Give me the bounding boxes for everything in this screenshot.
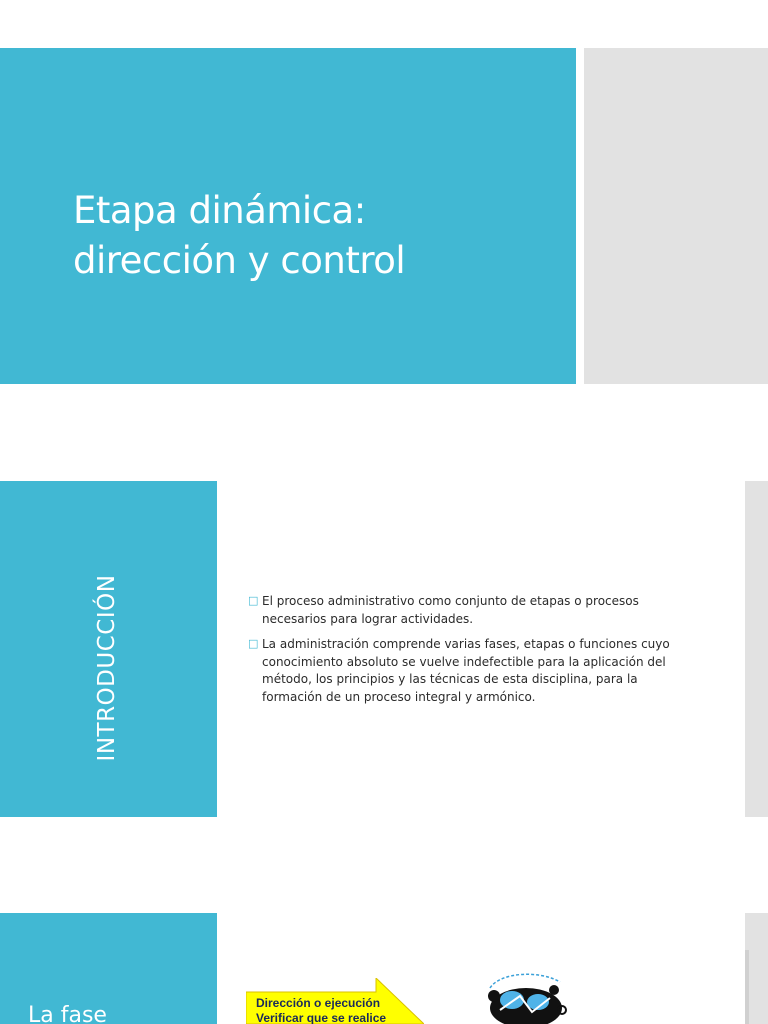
slide2-bullet-list <box>248 593 688 714</box>
slide2-vertical-heading: INTRODUCCIÓN <box>94 574 120 762</box>
people-working-clipart-icon <box>480 966 576 1024</box>
arrow-label <box>256 996 426 1024</box>
square-bullet-icon: □ <box>248 637 259 650</box>
slide1-title <box>73 186 563 286</box>
slide2-side-panel <box>745 481 768 817</box>
slide1-title-line2: dirección y control <box>73 239 406 282</box>
arrow-label-line1: Dirección o ejecución <box>256 996 381 1010</box>
list-item <box>248 593 688 628</box>
bullet-text: La administración comprende varias fases, etapas o funciones cuyo conocimiento absoluto se vuelve indefectible para la aplicación del método, los principios y las técnicas de esta disciplina, para la formación de un proceso integral y armónico. <box>262 637 670 704</box>
bullet-text: El proceso administrativo como conjunto de etapas o procesos necesarios para lograr actividades. <box>262 594 639 626</box>
list-item <box>248 636 688 706</box>
slide3-heading: La fase <box>28 1003 107 1024</box>
slide1-side-panel <box>584 48 768 384</box>
slide3-side-panel-shadow <box>745 950 749 1024</box>
square-bullet-icon: □ <box>248 594 259 607</box>
arrow-label-line2: Verificar que se realice <box>256 1011 387 1024</box>
slide1-title-line1: Etapa dinámica: <box>73 189 366 232</box>
